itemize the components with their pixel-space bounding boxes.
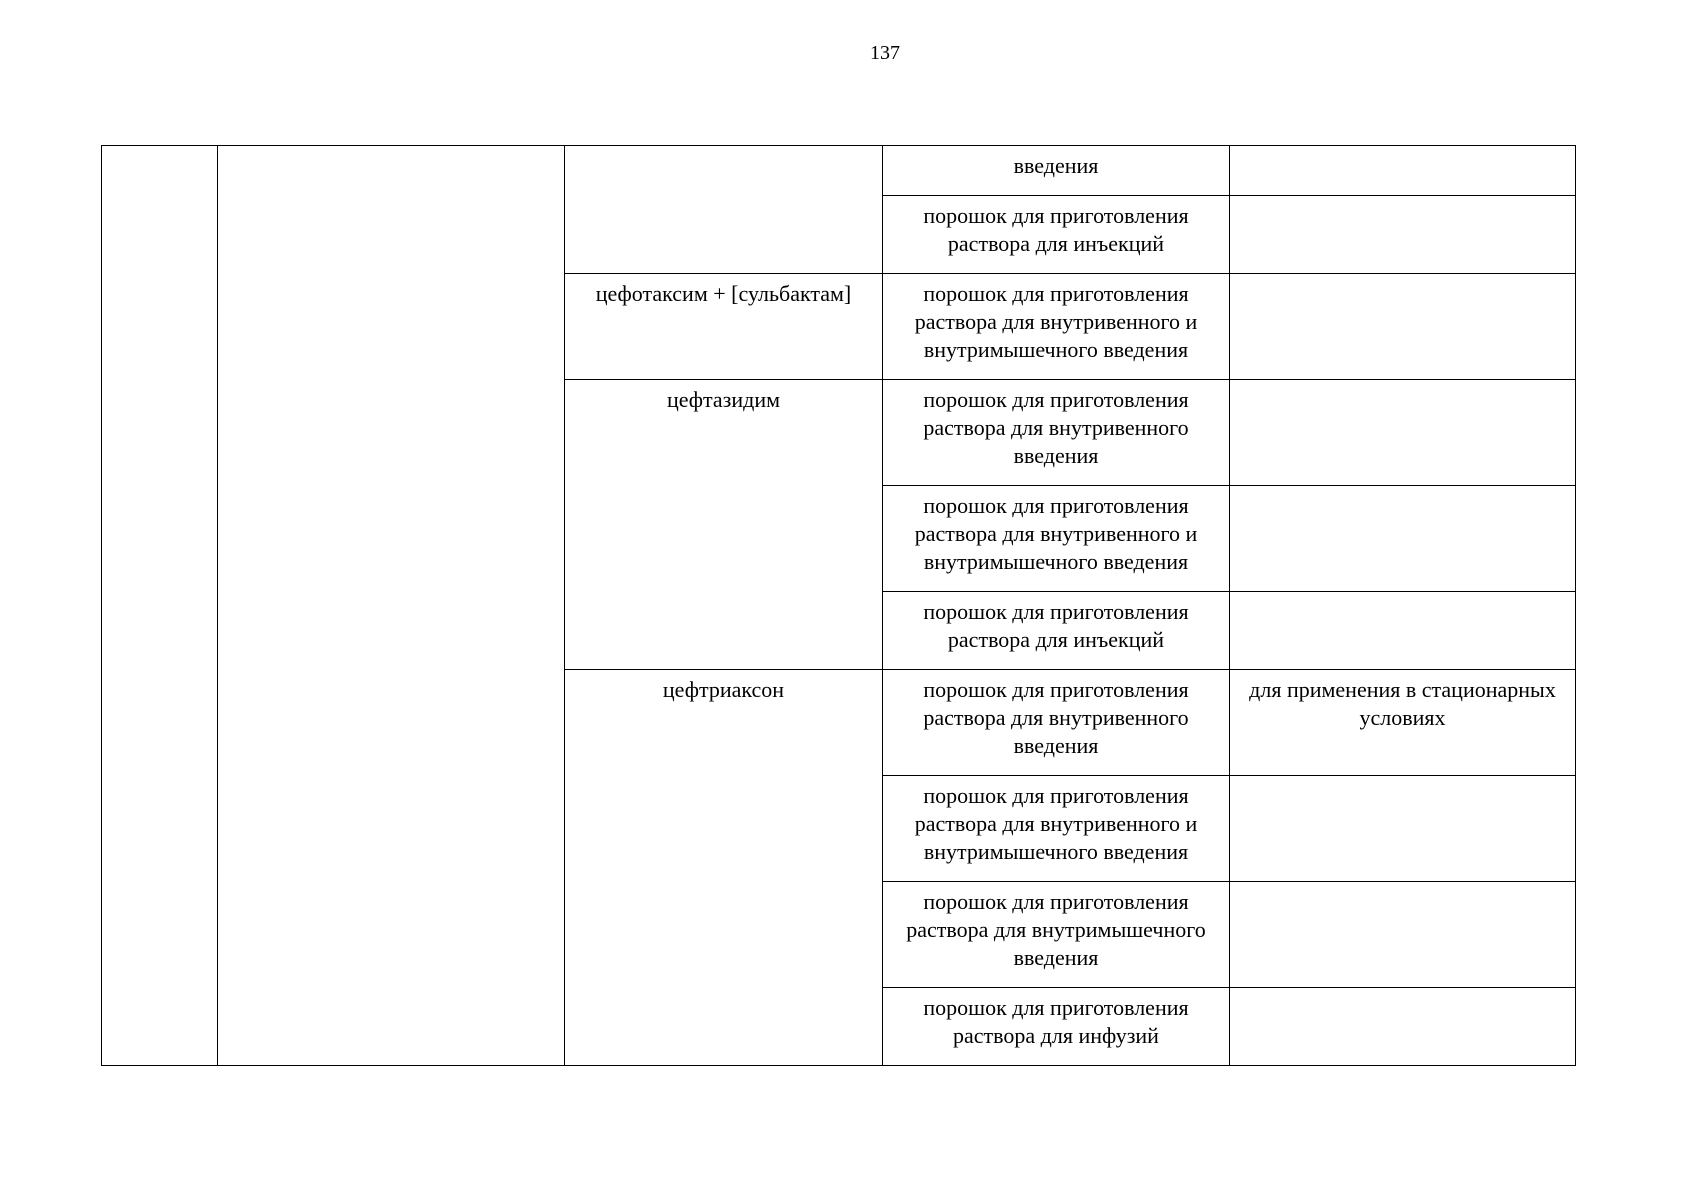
note-cell xyxy=(1230,380,1576,486)
note-cell xyxy=(1230,196,1576,274)
drug-table xyxy=(101,145,1576,1066)
drug-name-cell: цефтазидим xyxy=(565,380,883,670)
drug-name-cell xyxy=(565,146,883,274)
note-cell xyxy=(1230,146,1576,196)
dosage-form-cell: порошок для приготовления раствора для инфузий xyxy=(883,988,1230,1066)
note-cell: для применения в стационарных условиях xyxy=(1230,670,1576,776)
group-cell xyxy=(218,146,565,1066)
dosage-form-cell: порошок для приготовления раствора для внутривенного введения xyxy=(883,670,1230,776)
drug-name-cell: цефтриаксон xyxy=(565,670,883,1066)
note-cell xyxy=(1230,882,1576,988)
code-cell xyxy=(102,146,218,1066)
note-cell xyxy=(1230,592,1576,670)
dosage-form-cell: порошок для приготовления раствора для внутривенного введения xyxy=(883,380,1230,486)
drug-name-cell: цефотаксим + [сульбактам] xyxy=(565,274,883,380)
dosage-form-cell: порошок для приготовления раствора для внутримышечного введения xyxy=(883,882,1230,988)
note-cell xyxy=(1230,776,1576,882)
dosage-form-cell: введения xyxy=(883,146,1230,196)
dosage-form-cell: порошок для приготовления раствора для внутривенного и внутримышечного введения xyxy=(883,274,1230,380)
dosage-form-cell: порошок для приготовления раствора для внутривенного и внутримышечного введения xyxy=(883,486,1230,592)
dosage-form-cell: порошок для приготовления раствора для внутривенного и внутримышечного введения xyxy=(883,776,1230,882)
note-cell xyxy=(1230,274,1576,380)
note-cell xyxy=(1230,486,1576,592)
dosage-form-cell: порошок для приготовления раствора для инъекций xyxy=(883,592,1230,670)
dosage-form-cell: порошок для приготовления раствора для инъекций xyxy=(883,196,1230,274)
note-cell xyxy=(1230,988,1576,1066)
table-row xyxy=(102,146,1576,196)
page-number: 137 xyxy=(870,42,900,64)
